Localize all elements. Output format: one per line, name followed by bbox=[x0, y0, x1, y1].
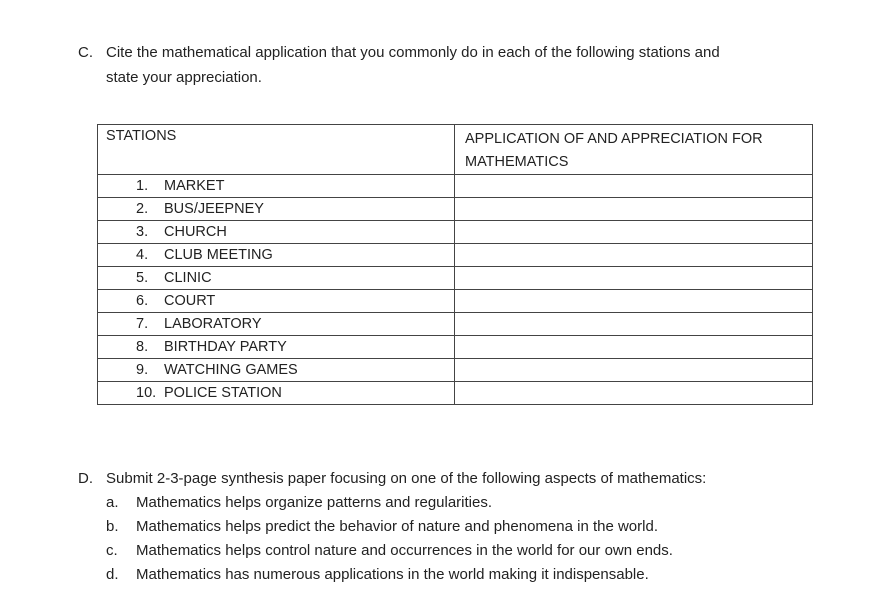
station-label: BIRTHDAY PARTY bbox=[164, 339, 287, 355]
application-cell[interactable] bbox=[455, 244, 813, 267]
station-label: MARKET bbox=[164, 178, 225, 194]
station-number: 6. bbox=[136, 293, 149, 309]
station-label: LABORATORY bbox=[164, 316, 262, 332]
station-label: BUS/JEEPNEY bbox=[164, 201, 264, 217]
station-number: 10. bbox=[136, 385, 157, 401]
station-cell bbox=[98, 382, 455, 405]
station-number: 1. bbox=[136, 178, 149, 194]
station-cell bbox=[98, 290, 455, 313]
list-item-marker: c. bbox=[106, 542, 118, 559]
application-cell[interactable] bbox=[455, 175, 813, 198]
station-number: 4. bbox=[136, 247, 149, 263]
list-item bbox=[78, 515, 838, 539]
list-item-marker: d. bbox=[106, 566, 119, 583]
section-d-intro: Submit 2-3-page synthesis paper focusing on one of the following aspects of mathematics: bbox=[106, 470, 707, 487]
section-c-text-line-2: state your appreciation. bbox=[106, 69, 262, 86]
station-number: 2. bbox=[136, 201, 149, 217]
section-d-marker: D. bbox=[78, 470, 93, 487]
station-cell bbox=[98, 313, 455, 336]
section-c-text-line-1: Cite the mathematical application that you commonly do in each of the following stations and bbox=[106, 44, 720, 61]
list-item-text: Mathematics has numerous applications in the world making it indispensable. bbox=[136, 566, 649, 583]
application-cell[interactable] bbox=[455, 221, 813, 244]
station-number: 7. bbox=[136, 316, 149, 332]
table-row bbox=[98, 359, 813, 382]
station-cell bbox=[98, 198, 455, 221]
station-number: 5. bbox=[136, 270, 149, 286]
table-row bbox=[98, 313, 813, 336]
application-cell[interactable] bbox=[455, 359, 813, 382]
application-cell[interactable] bbox=[455, 382, 813, 405]
table-row bbox=[98, 382, 813, 405]
station-cell bbox=[98, 221, 455, 244]
application-cell[interactable] bbox=[455, 267, 813, 290]
station-cell bbox=[98, 244, 455, 267]
application-cell[interactable] bbox=[455, 336, 813, 359]
list-item-marker: a. bbox=[106, 494, 119, 511]
station-cell bbox=[98, 267, 455, 290]
station-number: 3. bbox=[136, 224, 149, 240]
header-application-line-1: APPLICATION OF AND APPRECIATION FOR bbox=[465, 131, 763, 147]
section-c-marker: C. bbox=[78, 44, 93, 61]
station-cell bbox=[98, 359, 455, 382]
section-c-line-1 bbox=[78, 40, 818, 65]
station-cell bbox=[98, 336, 455, 359]
section-c-instructions bbox=[78, 40, 818, 90]
table-row bbox=[98, 175, 813, 198]
table-row bbox=[98, 336, 813, 359]
list-item-text: Mathematics helps control nature and occurrences in the world for our own ends. bbox=[136, 542, 673, 559]
table-row bbox=[98, 267, 813, 290]
header-application-line-2: MATHEMATICS bbox=[465, 154, 569, 170]
application-cell[interactable] bbox=[455, 290, 813, 313]
section-d-intro-line bbox=[78, 467, 838, 491]
header-application bbox=[455, 125, 813, 175]
header-stations: STATIONS bbox=[98, 125, 455, 175]
table-row bbox=[98, 290, 813, 313]
station-label: CLUB MEETING bbox=[164, 247, 273, 263]
table-header-row bbox=[98, 125, 813, 175]
station-label: COURT bbox=[164, 293, 216, 309]
list-item-text: Mathematics helps predict the behavior of nature and phenomena in the world. bbox=[136, 518, 658, 535]
station-number: 9. bbox=[136, 362, 149, 378]
list-item bbox=[78, 563, 838, 587]
station-label: POLICE STATION bbox=[164, 385, 282, 401]
table-row bbox=[98, 244, 813, 267]
stations-table bbox=[97, 124, 813, 405]
table-row bbox=[98, 198, 813, 221]
list-item bbox=[78, 491, 838, 515]
table-row bbox=[98, 221, 813, 244]
list-item-marker: b. bbox=[106, 518, 119, 535]
station-label: CLINIC bbox=[164, 270, 212, 286]
station-number: 8. bbox=[136, 339, 149, 355]
application-cell[interactable] bbox=[455, 198, 813, 221]
station-label: WATCHING GAMES bbox=[164, 362, 298, 378]
list-item bbox=[78, 539, 838, 563]
station-label: CHURCH bbox=[164, 224, 227, 240]
station-cell bbox=[98, 175, 455, 198]
list-item-text: Mathematics helps organize patterns and regularities. bbox=[136, 494, 493, 511]
application-cell[interactable] bbox=[455, 313, 813, 336]
section-d-instructions bbox=[78, 467, 838, 587]
